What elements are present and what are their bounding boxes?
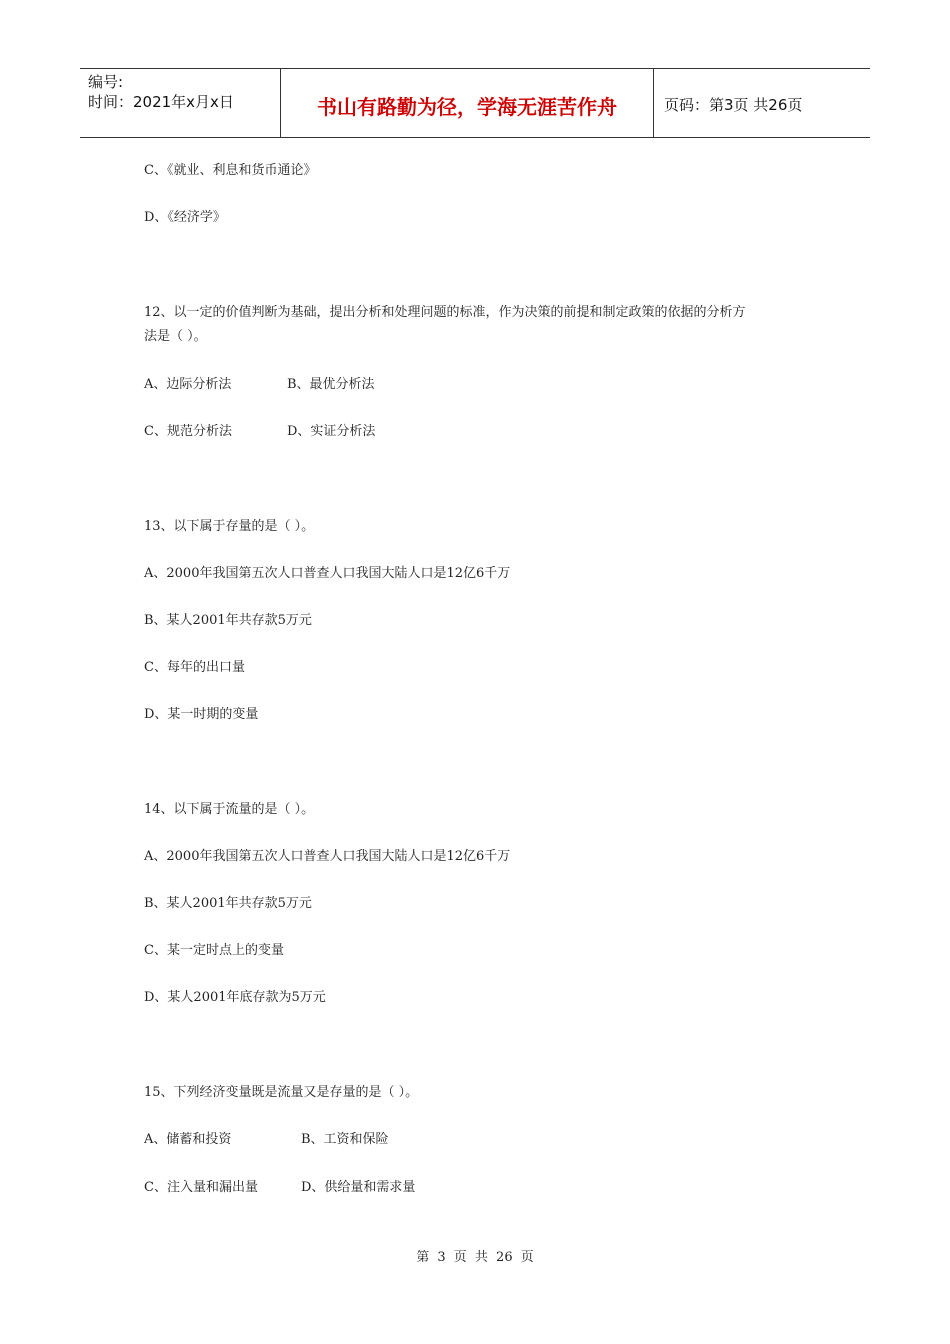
q13-option-d: D、某一时期的变量 [144,707,259,722]
q14-option-d: D、某人2001年底存款为5万元 [144,990,326,1005]
q14-stem: 14、以下属于流量的是（ ）。 [144,802,315,817]
q15-stem: 15、下列经济变量既是流量又是存量的是（ ）。 [144,1085,419,1100]
q13-option-a: A、2000年我国第五次人口普查人口我国大陆人口是12亿6千万 [144,566,511,581]
page-footer: 第 3 页 共 26 页 [416,1250,534,1265]
q15-option-d: D、供给量和需求量 [301,1180,416,1195]
q15-option-b: B、工资和保险 [301,1132,389,1147]
q12-option-c: C、规范分析法 [144,424,232,439]
q15-option-c: C、注入量和漏出量 [144,1180,258,1195]
q12-option-b: B、最优分析法 [287,377,375,392]
q12-option-a: A、边际分析法 [144,377,232,392]
header-motto: 书山有路勤为径，学海无涯苦作舟 [281,69,654,137]
serial-label: 编号: [88,73,124,91]
q15-option-a: A、储蓄和投资 [144,1132,232,1147]
q14-option-a: A、2000年我国第五次人口普查人口我国大陆人口是12亿6千万 [144,849,511,864]
q13-stem: 13、以下属于存量的是（ ）。 [144,519,315,534]
q12-option-d: D、实证分析法 [287,424,376,439]
page-header [80,68,870,138]
time-label: 时间：2021年x月x日 [88,93,234,111]
q13-option-b: B、某人2001年共存款5万元 [144,613,312,628]
q11-option-d: D、《经济学》 [144,210,226,225]
header-page-info: 页码：第3页 共26页 [664,95,803,114]
q12-stem-line1: 12、以一定的价值判断为基础，提出分析和处理问题的标准，作为决策的前提和制定政策的依据的分析方 [144,305,746,320]
q12-stem-line2: 法是（ ）。 [144,329,207,344]
q14-option-b: B、某人2001年共存款5万元 [144,896,312,911]
q14-option-c: C、某一定时点上的变量 [144,943,284,958]
q13-option-c: C、每年的出口量 [144,660,245,675]
header-left-cell [80,69,281,137]
q11-option-c: C、《就业、利息和货币通论》 [144,163,317,178]
